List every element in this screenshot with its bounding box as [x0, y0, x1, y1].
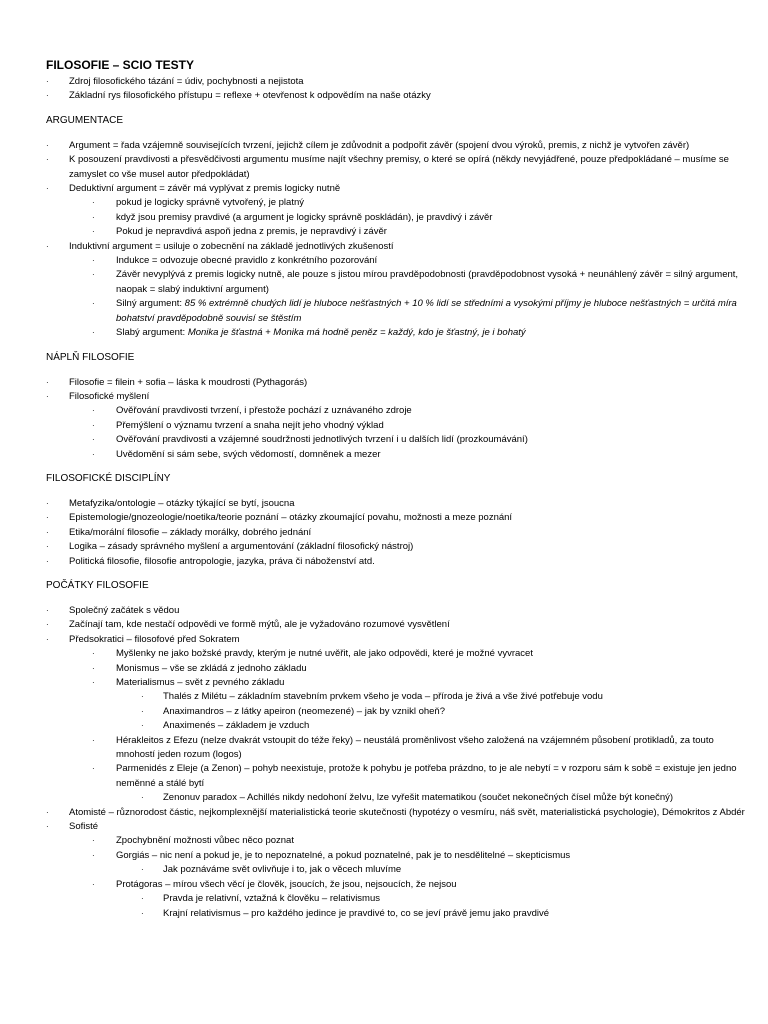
bullet-icon: ·: [46, 184, 49, 194]
list-item: [46, 376, 746, 390]
list-item-text: Pravda je relativní, vztažná k člověku – relativismus: [163, 893, 381, 905]
list-item: [46, 662, 746, 676]
list-item: [46, 540, 746, 554]
list-item: [46, 240, 746, 254]
bullet-icon: ·: [141, 793, 144, 803]
list-item: [46, 390, 746, 404]
bullet-icon: ·: [141, 706, 144, 716]
list-item-text: Slabý argument:: [116, 327, 188, 339]
bullet-icon: ·: [46, 91, 49, 101]
list-item-text: Etika/morální filosofie – základy morálky, dobrého jednání: [69, 526, 312, 538]
bullet-icon: ·: [92, 435, 95, 445]
list-item: [46, 254, 746, 268]
list-item-text: Filosofie = filein + sofia – láska k moudrosti (Pythagorás): [69, 376, 308, 388]
bullet-icon: ·: [141, 721, 144, 731]
list-item-text: Přemýšlení o významu tvrzení a snaha nejít jeho vhodný výklad: [116, 419, 384, 431]
bullet-icon: ·: [92, 270, 95, 280]
list-item: [46, 75, 746, 89]
list-item-text: Protágoras – mírou všech věcí je člověk, jsoucích, že jsou, nejsoucích, že nejsou: [116, 878, 457, 890]
list-item-text: Logika – zásady správného myšlení a argumentování (základní filosofický nástroj): [69, 541, 414, 553]
list-item: [46, 153, 746, 182]
bullet-icon: ·: [141, 865, 144, 875]
bullet-icon: ·: [92, 406, 95, 416]
document-page: [46, 58, 746, 921]
list-item: [46, 806, 746, 820]
bullet-icon: ·: [46, 620, 49, 630]
list-item: [46, 907, 746, 921]
list-item-text: když jsou premisy pravdivé (a argument je logicky správně poskládán), je pravdivý i závěr: [116, 211, 493, 223]
list-item: [46, 618, 746, 632]
bullet-icon: ·: [46, 807, 49, 817]
bullet-icon: ·: [92, 256, 95, 266]
bullet-icon: ·: [46, 241, 49, 251]
bullet-icon: ·: [92, 212, 95, 222]
list-item-text: Indukce = odvozuje obecné pravidlo z konkrétního pozorování: [116, 255, 378, 267]
bullet-icon: ·: [92, 735, 95, 745]
list-item: [46, 633, 746, 647]
list-item-text: Ověřování pravdivosti tvrzení, i přestože pochází z uznávaného zdroje: [116, 405, 412, 417]
list-item-text: Induktivní argument = usiluje o zobecnění na základě jednotlivých zkušeností: [69, 240, 394, 252]
list-item: [46, 196, 746, 210]
list-item-text: Začínají tam, kde nestačí odpovědi ve formě mýtů, ale je vyžadováno rozumové vysvětlení: [69, 619, 450, 631]
list-item: [46, 863, 746, 877]
bullet-icon: ·: [46, 527, 49, 537]
list-item-example: 85 % extrémně chudých lidí je hluboce nešťastných + 10 % lidí se středními a vysokými příjmy je hluboce nešťastných = určitá míra bohatství pravděpodobně souvisí se štěstím: [116, 298, 737, 324]
list-item-text: Monismus – vše se zkládá z jednoho základu: [116, 662, 307, 674]
bullet-icon: ·: [46, 542, 49, 552]
bullet-icon: ·: [92, 764, 95, 774]
list-item-text: Pokud je nepravdivá aspoň jedna z premis, je nepravdivý i závěr: [116, 226, 387, 238]
section-heading: ARGUMENTACE: [46, 114, 124, 126]
list-item-text: Společný začátek s vědou: [69, 604, 180, 616]
bullet-icon: ·: [46, 140, 49, 150]
list-item: [46, 555, 746, 569]
list-item-text: Uvědomění si sám sebe, svých vědomostí, domněnek a mezer: [116, 448, 381, 460]
bullet-icon: ·: [46, 77, 49, 86]
list-item: [46, 211, 746, 225]
list-item: [46, 419, 746, 433]
list-item: [46, 834, 746, 848]
list-item-text: Sofisté: [69, 821, 99, 833]
list-item: [46, 139, 746, 153]
list-item: [46, 878, 746, 892]
bullet-icon: ·: [92, 836, 95, 846]
list-item-text: Ověřování pravdivosti a vzájemné soudržnosti jednotlivých tvrzení i u dalších lidí (prozkoumávání): [116, 434, 528, 446]
list-item-text: Deduktivní argument = závěr má vyplývat z premis logicky nutně: [69, 183, 341, 195]
list-item: [46, 326, 746, 340]
list-item-text: pokud je logicky správně vytvořený, je platný: [116, 197, 304, 209]
bullet-icon: ·: [92, 198, 95, 208]
list-item: [46, 225, 746, 239]
list-item-text: Metafyzika/ontologie – otázky týkající se bytí, jsoucna: [69, 497, 295, 509]
list-item-text: Krajní relativismus – pro každého jedince je pravdivé to, co se jeví právě jemu jako pravdivé: [163, 907, 549, 919]
bullet-icon: ·: [92, 678, 95, 687]
bullet-icon: ·: [92, 299, 95, 309]
list-item-text: Epistemologie/gnozeologie/noetika/teorie poznání – otázky zkoumající povahu, možnosti a meze poznání: [69, 512, 513, 524]
list-item: [46, 647, 746, 661]
list-item: [46, 433, 746, 447]
list-item-text: Základní rys filosofického přístupu = reflexe + otevřenost k odpovědím na naše otázky: [69, 90, 431, 102]
bullet-icon: ·: [46, 605, 49, 615]
list-item-text: Zenonuv paradox – Achillés nikdy nedohoní želvu, lze vyřešit matematikou (součet nekonečných čísel může být konečný): [163, 792, 674, 804]
list-item-text: Myšlenky ne jako božské pravdy, kterým je nutné uvěřit, ale jako odpovědi, které je možné vyvracet: [116, 648, 533, 660]
list-item-text: Jak poznáváme svět ovlivňuje i to, jak o věcech mluvíme: [163, 864, 402, 876]
bullet-icon: ·: [46, 498, 49, 508]
list-item: [46, 719, 746, 733]
section-list: [46, 497, 746, 569]
list-item-text: Parmenidés z Eleje (a Zenon) – pohyb neexistuje, protože k pohybu je potřeba prázdno, to je ale nebytí = v rozporu sám k sobě = existuje jen jedno neměnné a stálé bytí: [116, 763, 737, 789]
document-title: FILOSOFIE – SCIO TESTY: [46, 58, 195, 72]
list-item: [46, 448, 746, 462]
list-item: [46, 705, 746, 719]
bullet-icon: ·: [92, 649, 95, 659]
bullet-icon: ·: [92, 663, 95, 673]
section-list: [46, 604, 746, 921]
list-item: [46, 734, 746, 763]
section-heading: FILOSOFICKÉ DISCIPLÍNY: [46, 472, 171, 484]
list-item-text: Anaximandros – z látky apeiron (neomezené) – jak by vznikl oheň?: [163, 705, 445, 717]
list-item: [46, 526, 746, 540]
list-item-text: Materialismus – svět z pevného základu: [116, 677, 285, 688]
bullet-icon: ·: [46, 391, 49, 401]
list-item: [46, 404, 746, 418]
list-item: [46, 762, 746, 791]
bullet-icon: ·: [46, 556, 49, 566]
list-item-text: Gorgiás – nic není a pokud je, je to nepoznatelné, a pokud poznatelné, pak je to nesdělitelné – skepticismus: [116, 849, 571, 861]
list-item-text: Thalés z Milétu – základním stavebním prvkem všeho je voda – příroda je živá a vše živé potřebuje vodu: [163, 691, 603, 703]
list-item-text: Závěr nevyplývá z premis logicky nutně, ale pouze s jistou mírou pravděpodobnosti (pravděpodobnost vysoká + neunáhlený závěr = silný argument, naopak = slabý induktivní argument): [116, 269, 739, 295]
bullet-icon: ·: [92, 449, 95, 459]
intro-list: [46, 75, 746, 104]
list-item: [46, 849, 746, 863]
bullet-icon: ·: [92, 879, 95, 889]
bullet-icon: ·: [46, 155, 49, 165]
list-item-text: K posouzení pravdivosti a přesvědčivosti argumentu musíme najít všechny premisy, o které se opírá (někdy nevyjádřené, pouze předpokládané – musíme se zamyslet co vše musel autor předpokládat): [69, 154, 729, 180]
bullet-icon: ·: [92, 328, 95, 338]
bullet-icon: ·: [92, 850, 95, 860]
list-item: [46, 604, 746, 618]
list-item: [46, 268, 746, 297]
bullet-icon: ·: [141, 908, 144, 918]
list-item: [46, 820, 746, 834]
list-item: [46, 89, 746, 103]
list-item-text: Filosofické myšlení: [69, 390, 150, 402]
bullet-icon: ·: [46, 513, 49, 523]
list-item: [46, 791, 746, 805]
list-item: [46, 892, 746, 906]
list-item-example: Monika je šťastná + Monika má hodně peněz = každý, kdo je šťastný, je i bohatý: [187, 327, 526, 339]
bullet-icon: ·: [92, 420, 95, 430]
bullet-icon: ·: [46, 377, 49, 387]
list-item-text: Politická filosofie, filosofie antropologie, jazyka, práva či náboženství atd.: [69, 555, 375, 567]
section-heading: NÁPLŇ FILOSOFIE: [46, 351, 135, 363]
list-item: [46, 511, 746, 525]
section-list: [46, 139, 746, 341]
list-item-text: Silný argument:: [116, 298, 185, 310]
list-item: [46, 690, 746, 704]
list-item: [46, 497, 746, 511]
list-item-text: Zdroj filosofického tázání = údiv, pochybnosti a nejistota: [69, 76, 304, 87]
list-item-text: Anaximenés – základem je vzduch: [163, 720, 310, 732]
list-item: [46, 676, 746, 690]
bullet-icon: ·: [141, 894, 144, 904]
bullet-icon: ·: [46, 634, 49, 644]
list-item: [46, 182, 746, 196]
bullet-icon: ·: [46, 822, 49, 832]
bullet-icon: ·: [141, 692, 144, 702]
list-item-text: Argument = řada vzájemně souvisejících tvrzení, jejichž cílem je zdůvodnit a podpořit závěr (spojení dvou výroků, premis, z nichž je vytvořen závěr): [69, 139, 690, 151]
list-item-text: Předsokratici – filosofové před Sokratem: [69, 633, 240, 645]
bullet-icon: ·: [92, 227, 95, 237]
list-item: [46, 297, 746, 326]
section-list: [46, 376, 746, 462]
section-heading: POČÁTKY FILOSOFIE: [46, 579, 149, 591]
list-item-text: Atomisté – různorodost částic, nejkomplexnější materialistická teorie skutečnosti (hypotézy o vesmíru, náš svět, materialistická psychologie), Démokritos z Abdér: [69, 806, 745, 818]
list-item-text: Zpochybnění možnosti vůbec něco poznat: [116, 835, 294, 847]
list-item-text: Hérakleitos z Efezu (nelze dvakrát vstoupit do téže řeky) – neustálá proměnlivost všeho založená na vzájemném působení protikladů, za touto mnohostí jeden rozum (logos): [116, 734, 714, 761]
sections-container: [46, 114, 746, 921]
